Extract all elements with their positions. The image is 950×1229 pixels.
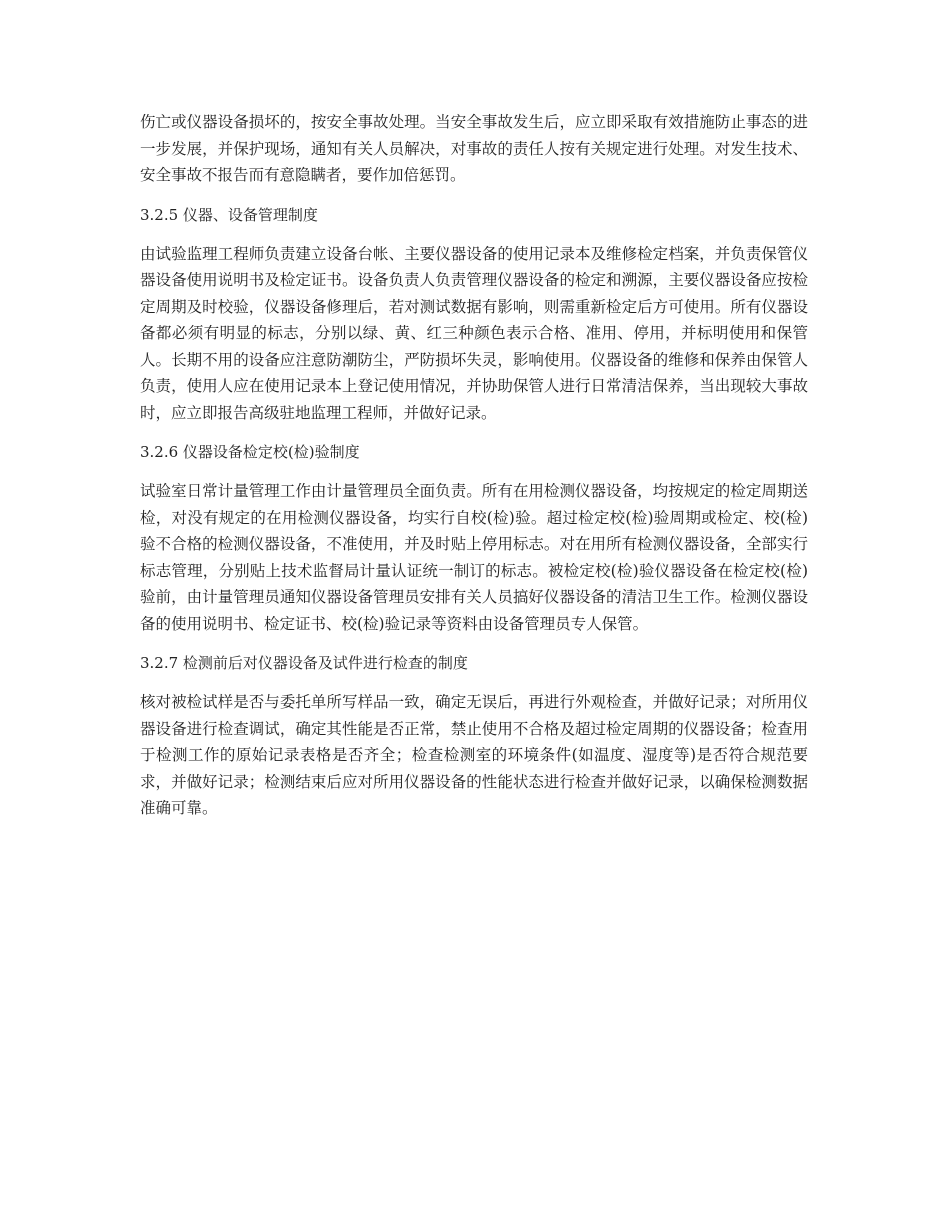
section-heading-3-2-6: 3.2.6 仪器设备检定校(检)验制度 <box>140 443 360 461</box>
section-heading-3-2-7: 3.2.7 检测前后对仪器设备及试件进行检查的制度 <box>140 654 468 672</box>
paragraph-calibration-system: 试验室日常计量管理工作由计量管理员全面负责。所有在用检测仪器设备，均按规定的检定周期送检，对没有规定的在用检测仪器设备，均实行自校(检)验。超过检定校(检)验周期或检定、校(检)验不合格的检测仪器设备，不准使用，并及时贴上停用标志。对在用所有检测仪器设备，全部实行标志管理，分别贴上技术监督局计量认证统一制订的标志。被检定校(检)验仪器设备在检定校(检)验前，由计量管理员通知仪器设备管理员安排有关人员搞好仪器设备的清洁卫生工作。检测仪器设备的使用说明书、检定证书、校(检)验记录等资料由设备管理员专人保管。 <box>140 482 808 633</box>
paragraph-accident-handling: 伤亡或仪器设备损坏的，按安全事故处理。当安全事故发生后，应立即采取有效措施防止事态的进一步发展，并保护现场，通知有关人员解决，对事故的责任人按有关规定进行处理。对发生技术、安全事故不报告而有意隐瞒者，要作加倍惩罚。 <box>140 113 808 184</box>
section-heading-3-2-5: 3.2.5 仪器、设备管理制度 <box>140 205 318 224</box>
document-page <box>140 109 808 836</box>
paragraph-inspection-before-after: 核对被检试样是否与委托单所写样品一致，确定无误后，再进行外观检查，并做好记录；对所用仪器设备进行检查调试，确定其性能是否正常，禁止使用不合格及超过检定周期的仪器设备；检查用于检测工作的原始记录表格是否齐全；检查检测室的环境条件(如温度、湿度等)是否符合规范要求，并做好记录；检测结束后应对所用仪器设备的性能状态进行检查并做好记录，以确保检测数据准确可靠。 <box>140 693 808 817</box>
paragraph-equipment-management: 由试验监理工程师负责建立设备台帐、主要仪器设备的使用记录本及维修检定档案，并负责保管仪器设备使用说明书及检定证书。设备负责人负责管理仪器设备的检定和溯源，主要仪器设备应按检定周期及时校验，仪器设备修理后，若对测试数据有影响，则需重新检定后方可使用。所有仪器设备都必须有明显的标志，分别以绿、黄、红三种颜色表示合格、准用、停用，并标明使用和保管人。长期不用的设备应注意防潮防尘，严防损坏失灵，影响使用。仪器设备的维修和保养由保管人负责，使用人应在使用记录本上登记使用情况，并协助保管人进行日常清洁保养，当出现较大事故时，应立即报告高级驻地监理工程师，并做好记录。 <box>140 244 808 422</box>
